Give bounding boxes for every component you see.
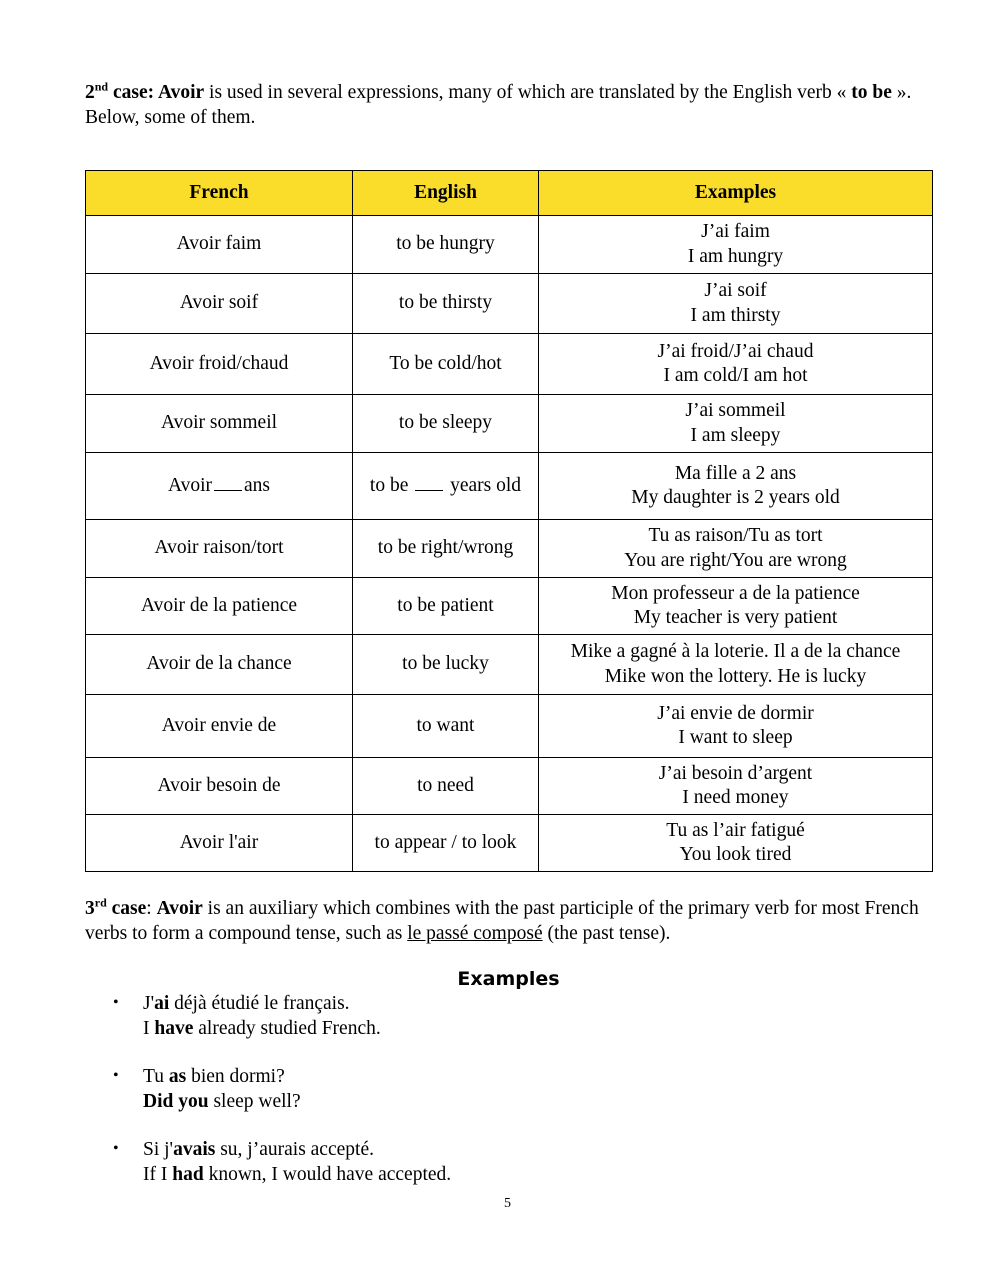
- case-label: case:: [108, 82, 158, 103]
- french-cell: [86, 216, 353, 274]
- french-expression: Avoir envie de: [161, 714, 277, 736]
- french-cell: [86, 578, 353, 635]
- english-translation: to be right/wrong: [377, 537, 514, 559]
- english-translation: to be: [369, 475, 409, 497]
- intro-text: is used in several expressions, many of which are translated by the English verb «: [204, 82, 852, 103]
- colon: :: [146, 898, 157, 919]
- avoir-bold: Avoir: [156, 898, 203, 919]
- example-bold: avais: [173, 1139, 216, 1160]
- example-english: You are right/You are wrong: [624, 549, 847, 571]
- example-english: I am thirsty: [690, 304, 781, 326]
- example-french: J’ai froid/J’ai chaud: [657, 340, 814, 362]
- english-translation: to be patient: [397, 594, 494, 616]
- french-cell: [86, 695, 353, 758]
- intro-paragraph: [85, 80, 935, 130]
- example-french: J’ai soif: [704, 280, 767, 301]
- french-expression: Avoir faim: [176, 233, 262, 255]
- example-item: [143, 1138, 451, 1187]
- table-row: [86, 334, 933, 395]
- english-translation-end: years old: [450, 475, 522, 497]
- bullet-icon: •: [113, 994, 119, 1011]
- example-french: Tu as raison/Tu as tort: [648, 525, 823, 546]
- example-line: [143, 992, 381, 1017]
- example-french: J’ai besoin d’argent: [658, 762, 813, 784]
- third-case-paragraph: [85, 896, 935, 946]
- table-row: [86, 216, 933, 274]
- case-number: 2: [85, 82, 95, 103]
- french-cell: [86, 758, 353, 815]
- example-line: [143, 1138, 451, 1163]
- example-english: You look tired: [679, 844, 792, 865]
- french-cell: [86, 453, 353, 520]
- example-french: J’ai sommeil: [685, 400, 786, 421]
- example-english: I am hungry: [687, 245, 784, 267]
- bullet-icon: •: [113, 1140, 119, 1157]
- french-expression: Avoir de la patience: [140, 594, 298, 616]
- english-translation: To be cold/hot: [389, 352, 502, 374]
- avoir-bold: Avoir: [157, 82, 205, 103]
- french-cell: [86, 334, 353, 395]
- english-translation: to be thirsty: [398, 292, 493, 314]
- example-bold: ai: [154, 993, 170, 1014]
- example-french: J’ai faim: [701, 221, 770, 242]
- expressions-table: [85, 170, 933, 872]
- example-english: Mike won the lottery. He is lucky: [604, 665, 867, 687]
- table-row: [86, 578, 933, 635]
- english-cell: [353, 635, 539, 695]
- example-bold: Did you: [143, 1090, 209, 1112]
- table-header-row: [86, 171, 933, 216]
- examples-cell: [539, 758, 933, 815]
- french-cell: [86, 274, 353, 334]
- example-french: Ma fille a 2 ans: [674, 462, 797, 484]
- example-english: My teacher is very patient: [633, 607, 838, 628]
- example-text: su, j’aurais accepté.: [215, 1139, 374, 1160]
- french-cell: [86, 520, 353, 578]
- french-expression-end: ans: [244, 475, 271, 497]
- table-row: [86, 635, 933, 695]
- examples-cell: [539, 520, 933, 578]
- french-expression: Avoir froid/chaud: [149, 352, 289, 374]
- english-cell: [353, 695, 539, 758]
- table-row: [86, 758, 933, 815]
- example-english: I need money: [682, 787, 789, 808]
- english-translation: to be sleepy: [398, 412, 493, 434]
- example-item: [143, 992, 381, 1041]
- third-text-end: (the past tense).: [542, 923, 671, 944]
- english-cell: [353, 578, 539, 635]
- french-expression: Avoir de la chance: [146, 653, 292, 675]
- example-text: Si j': [143, 1139, 174, 1160]
- french-expression: Avoir: [167, 475, 213, 497]
- example-text: known, I would have accepted.: [203, 1163, 452, 1185]
- examples-cell: [539, 815, 933, 872]
- examples-cell: [539, 395, 933, 453]
- blank-line: [214, 473, 242, 491]
- example-item: [143, 1065, 301, 1114]
- table-row: [86, 274, 933, 334]
- example-english: I am cold/I am hot: [663, 365, 808, 386]
- example-text: Tu: [143, 1066, 169, 1087]
- examples-cell: [539, 274, 933, 334]
- english-translation: to be hungry: [396, 233, 495, 255]
- table-row: [86, 453, 933, 520]
- blank-line: [415, 473, 443, 491]
- header-examples: Examples: [539, 171, 933, 216]
- example-french: Mon professeur a de la patience: [611, 582, 860, 604]
- english-cell: [353, 520, 539, 578]
- page-number: 5: [504, 1196, 511, 1211]
- english-cell: [353, 453, 539, 520]
- example-line: [143, 1163, 451, 1188]
- english-cell: [353, 395, 539, 453]
- examples-cell: [539, 453, 933, 520]
- examples-cell: [539, 635, 933, 695]
- example-french: Tu as l’air fatigué: [666, 819, 805, 841]
- english-translation: to need: [417, 774, 474, 796]
- case-suffix: nd: [94, 79, 109, 94]
- passe-compose-underlined: le passé composé: [407, 923, 543, 944]
- example-text: déjà étudié le français.: [169, 993, 350, 1014]
- french-expression: Avoir soif: [179, 292, 259, 314]
- english-cell: [353, 334, 539, 395]
- english-translation: to be lucky: [402, 653, 489, 675]
- french-cell: [86, 395, 353, 453]
- french-cell: [86, 635, 353, 695]
- examples-cell: [539, 334, 933, 395]
- examples-cell: [539, 216, 933, 274]
- english-cell: [353, 815, 539, 872]
- case-label: case: [106, 898, 147, 919]
- examples-title: Examples: [457, 968, 560, 990]
- table-row: [86, 815, 933, 872]
- english-translation: to want: [416, 714, 475, 736]
- example-text: already studied French.: [193, 1017, 381, 1039]
- to-be-bold: to be: [851, 82, 892, 103]
- table-row: [86, 395, 933, 453]
- bullet-icon: •: [113, 1067, 119, 1084]
- header-english: English: [353, 171, 539, 216]
- example-text: sleep well?: [208, 1090, 301, 1112]
- example-french: Mike a gagné à la loterie. Il a de la chance: [570, 641, 901, 662]
- example-english: My daughter is 2 years old: [631, 487, 840, 508]
- example-line: [143, 1090, 301, 1115]
- examples-cell: [539, 695, 933, 758]
- example-text: If I: [143, 1163, 173, 1185]
- english-cell: [353, 758, 539, 815]
- intro-text-end: ». Below, some of them.: [85, 82, 912, 128]
- third-text: is an auxiliary which combines with the past participle of the primary verb for most French verbs to form a compound tense, such as: [85, 898, 919, 944]
- example-text: I: [143, 1017, 155, 1039]
- french-expression: Avoir besoin de: [157, 774, 281, 796]
- examples-cell: [539, 578, 933, 635]
- example-english: I want to sleep: [678, 727, 793, 748]
- english-cell: [353, 216, 539, 274]
- example-line: [143, 1017, 381, 1042]
- french-expression: Avoir sommeil: [160, 412, 278, 434]
- header-french: French: [86, 171, 353, 216]
- example-bold: had: [172, 1163, 204, 1185]
- french-expression: Avoir l'air: [179, 831, 259, 853]
- french-expression: Avoir raison/tort: [154, 537, 284, 559]
- table-row: [86, 520, 933, 578]
- example-french: J’ai envie de dormir: [657, 702, 814, 724]
- table-row: [86, 695, 933, 758]
- example-english: I am sleepy: [690, 424, 781, 446]
- english-translation: to appear / to look: [374, 831, 517, 853]
- example-bold: have: [154, 1017, 194, 1039]
- english-cell: [353, 274, 539, 334]
- example-text: bien dormi?: [186, 1066, 285, 1087]
- example-text: J': [143, 993, 155, 1014]
- example-bold: as: [168, 1066, 187, 1087]
- example-line: [143, 1065, 301, 1090]
- case-suffix: rd: [94, 895, 107, 910]
- case-number: 3: [85, 898, 95, 919]
- french-cell: [86, 815, 353, 872]
